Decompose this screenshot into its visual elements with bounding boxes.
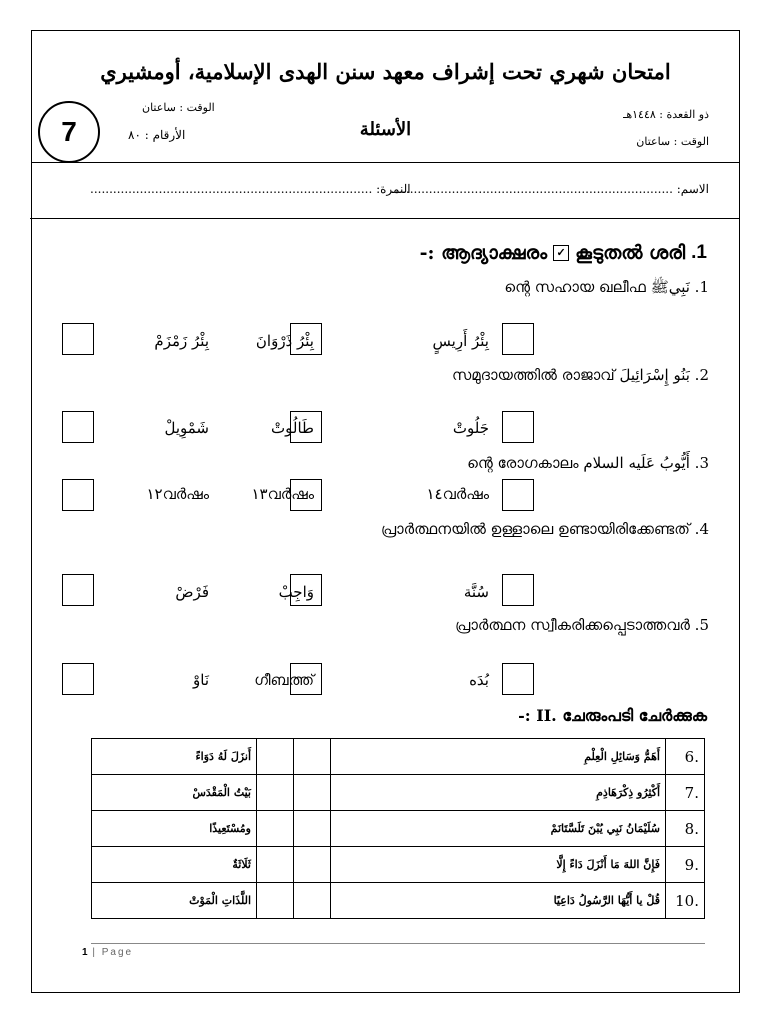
- option-1a: بِئْرُ أَرِيسٍ: [432, 332, 489, 350]
- answer-box-2a[interactable]: [502, 411, 534, 443]
- answer-cell[interactable]: [294, 775, 331, 811]
- page-word: Page: [101, 947, 134, 958]
- name-field: الاسم: ..........................................................................: [390, 182, 709, 196]
- match-left-cell: قُلْ يا أَيُّهَا الرَّسُولُ دَاعِيًا: [331, 883, 666, 919]
- answer-cell[interactable]: [257, 847, 294, 883]
- footer-separator: |: [87, 947, 102, 958]
- answer-box-5b[interactable]: [290, 663, 322, 695]
- answer-box-5a[interactable]: [502, 663, 534, 695]
- answer-box-4c[interactable]: [62, 574, 94, 606]
- row-number: .6: [666, 739, 705, 775]
- option-2a: جَلُوتْ: [452, 419, 489, 437]
- answer-box-3a[interactable]: [502, 479, 534, 511]
- left-time: الوقت : ساعتان: [142, 101, 215, 114]
- answer-box-1b[interactable]: [290, 323, 322, 355]
- match-left-cell: فَإِنَّ اللهَ مَا أَنْزَلَ دَاءً إِلَّا: [331, 847, 666, 883]
- matching-table: [91, 738, 705, 919]
- answer-cell[interactable]: [257, 811, 294, 847]
- match-right-cell: ثَلَاثَةٌ: [92, 847, 257, 883]
- option-2b: طَالُوتْ: [271, 419, 314, 437]
- answer-cell[interactable]: [257, 883, 294, 919]
- right-time: الوقت : ساعتان: [636, 135, 709, 148]
- option-5b: ഗീബത്ത്: [254, 671, 314, 689]
- answer-box-1c[interactable]: [62, 323, 94, 355]
- footer-divider: [91, 943, 705, 944]
- question-5: 5. പ്രാർത്ഥന സ്വീകരിക്കപ്പെടാത്തവർ: [455, 616, 709, 634]
- question-3: 3. أَيُّوبُ عَلَيه السلام ന്റെ രോഗകാലം: [467, 454, 709, 472]
- q1-heading-a: കൂടുതൽ ശരി: [575, 242, 686, 264]
- answer-box-2b[interactable]: [290, 411, 322, 443]
- match-right-cell: اللَّذَاتِ الْمَوْتْ: [92, 883, 257, 919]
- table-row: [92, 847, 705, 883]
- row-number: .10: [666, 883, 705, 919]
- option-5a: بُدَه: [469, 671, 489, 689]
- option-4a: سُنَّة: [463, 583, 489, 601]
- row-number: .7: [666, 775, 705, 811]
- q1-heading-b: ആദ്യാക്ഷരം :-: [419, 242, 548, 264]
- exam-date: ذو القعدة : ١٤٤٨هـ: [623, 108, 709, 121]
- exam-title: امتحان شهري تحت إشراف معهد سنن الهدى الإسلامية، أومشيري: [100, 59, 671, 84]
- grade-circle: 7: [38, 101, 100, 163]
- option-4b: وَاجِبْ: [278, 583, 314, 601]
- answer-box-3b[interactable]: [290, 479, 322, 511]
- answer-cell[interactable]: [294, 847, 331, 883]
- table-row: [92, 811, 705, 847]
- answer-cell[interactable]: [294, 811, 331, 847]
- answer-cell[interactable]: [294, 883, 331, 919]
- table-row: [92, 775, 705, 811]
- answer-box-4a[interactable]: [502, 574, 534, 606]
- match-left-cell: أَكْثِرُو ذِكْرَهَاذِمِ: [331, 775, 666, 811]
- option-4c: فَرْضْ: [175, 583, 209, 601]
- answer-box-1a[interactable]: [502, 323, 534, 355]
- match-right-cell: بَيْتُ الْمَقْدَسْ: [92, 775, 257, 811]
- answer-box-2c[interactable]: [62, 411, 94, 443]
- exam-page: [31, 30, 740, 993]
- q2-heading: II. ചേരുംപടി ചേർക്കുക :-: [518, 706, 707, 725]
- row-number: .9: [666, 847, 705, 883]
- option-3c: ١٢വർഷം: [146, 485, 209, 503]
- questions-heading: الأسئلة: [359, 119, 412, 140]
- header-divider: [32, 162, 739, 163]
- table-row: [92, 739, 705, 775]
- answer-box-5c[interactable]: [62, 663, 94, 695]
- left-marks: الأرقام : ٨٠: [128, 128, 186, 142]
- answer-cell[interactable]: [257, 739, 294, 775]
- match-right-cell: ومُسْتَعِيذًا: [92, 811, 257, 847]
- table-row: [92, 883, 705, 919]
- option-5c: نَاوْ: [193, 671, 209, 689]
- question-2: 2. بَنُو إِسْرَائِيلَ സമുദായത്തിൽ രാജാവ്: [451, 366, 709, 384]
- page-number: 1: [82, 947, 88, 958]
- answer-box-3c[interactable]: [62, 479, 94, 511]
- option-3a: ١٤വർഷം: [426, 485, 489, 503]
- match-right-cell: أَنزَلَ لَهُ دَوَاءً: [92, 739, 257, 775]
- q1-number: 1.: [691, 242, 707, 263]
- option-3b: ١٣വർഷം: [251, 485, 314, 503]
- page-footer: [82, 947, 133, 958]
- roll-field: النمرة: ..........................................................................: [90, 182, 411, 196]
- question-1: 1. نَبِيﷺ ന്റെ സഹായ ഖലീഫ: [504, 278, 709, 296]
- q1-heading: [420, 242, 707, 264]
- student-divider: [30, 218, 739, 219]
- option-1c: بِئْرُ زَمْزَمْ: [154, 332, 209, 350]
- answer-box-4b[interactable]: [290, 574, 322, 606]
- row-number: .8: [666, 811, 705, 847]
- match-left-cell: سُلَيْمَانُ نَبِي يُبْنَ تَلَسَّتَانَمْ: [331, 811, 666, 847]
- match-left-cell: أَهَمُّ وَسَائِلِ الْعِلْمِ: [331, 739, 666, 775]
- answer-cell[interactable]: [257, 775, 294, 811]
- option-1b: بِئْرُ ذَرْوَانَ: [255, 332, 314, 350]
- answer-cell[interactable]: [294, 739, 331, 775]
- checkmark-icon: ✓: [553, 245, 569, 261]
- question-4: 4. പ്രാർത്ഥനയിൽ ഉള്ളാലെ ഉണ്ടായിരിക്കേണ്ടത്: [380, 520, 709, 538]
- option-2c: شَمْوِيلْ: [164, 419, 209, 437]
